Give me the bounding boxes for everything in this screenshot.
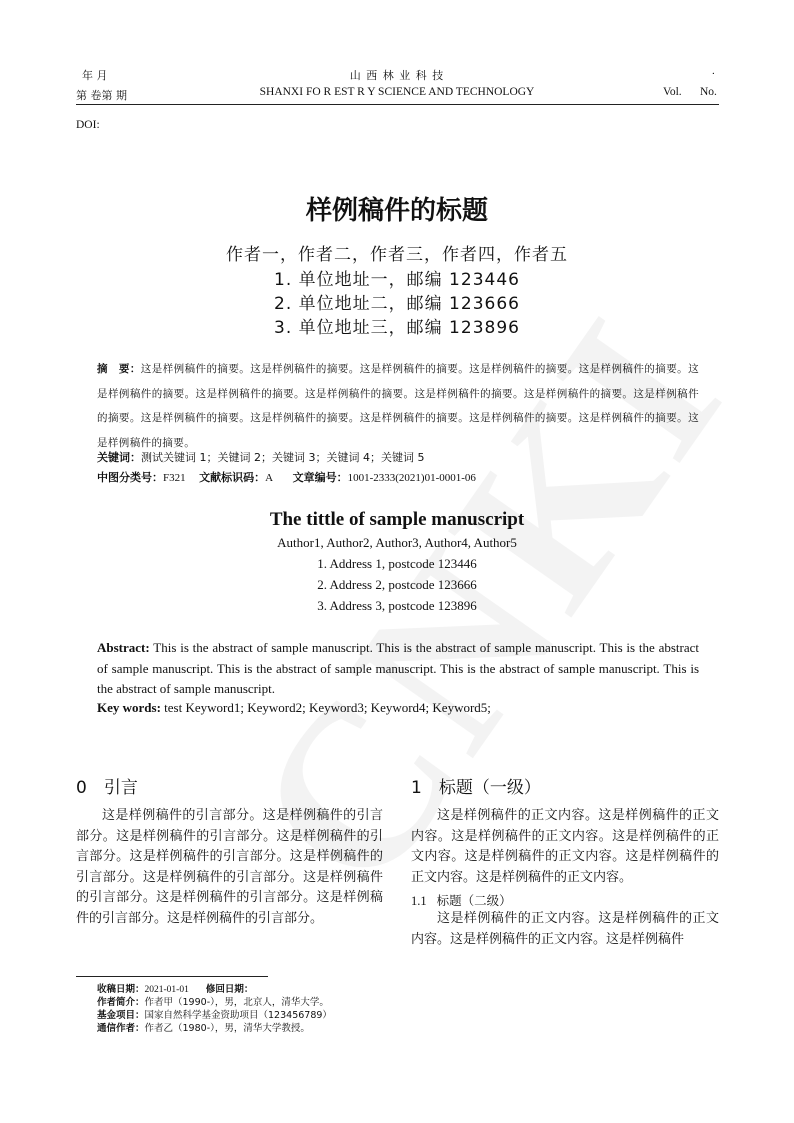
section-heading-1: 1 标题（一级） [411, 778, 541, 798]
title-en: The tittle of sample manuscript [269, 509, 525, 530]
class-label: 中图分类号： [97, 471, 163, 484]
fund-label: 基金项目： [97, 1010, 145, 1021]
section-1-body [411, 806, 719, 888]
subsection-number: 1.1 [411, 894, 427, 908]
section-1-paragraph: 这是样例稿件的正文内容。这是样例稿件的正文内容。这是样例稿件的正文内容。这是样例稿件的正文内容。这是样例稿件的正文内容。这是样例稿件的正文内容。这是样例稿件的正文内容。 [411, 808, 719, 885]
footnote-author [97, 996, 329, 1010]
footnote-corresponding [97, 1022, 310, 1036]
address-en-2: 2. Address 2, postcode 123666 [317, 577, 477, 592]
fund-value: 国家自然科学基金资助项目（123456789） [144, 1010, 332, 1021]
abstract-en [97, 638, 699, 700]
author-intro-value: 作者甲（1990-），男，北京人，清华大学。 [144, 997, 329, 1008]
header-vol: Vol. [663, 86, 682, 98]
corresp-label: 通信作者： [97, 1023, 145, 1034]
doc-code-value: A [265, 472, 274, 484]
introduction-body [76, 806, 383, 929]
authors-en: Author1, Author2, Author3, Author4, Author5 [277, 535, 517, 550]
title-cn: 样例稿件的标题 [305, 196, 488, 226]
revised-label: 修回日期： [205, 984, 254, 995]
subsection-heading-1-1 [411, 891, 512, 909]
abstract-en-text: This is the abstract of sample manuscript. This is the abstract of sample manuscript. This is the abstract of sample manuscript. This is the abstract of sample manuscript. This is the abstract of sample manuscript. This is the abstract of sample manuscript. [97, 640, 700, 696]
introduction-paragraph: 这是样例稿件的引言部分。这是样例稿件的引言部分。这是样例稿件的引言部分。这是样例稿件的引言部分。这是样例稿件的引言部分。这是样例稿件的引言部分。这是样例稿件的引言部分。这是样例稿件的引言部分。这是样例稿件的引言部分。这是样例稿件的引言部分。这是样例稿件的引言部分。 [76, 808, 383, 926]
received-label: 收稿日期： [97, 984, 145, 995]
keywords-cn-text: 测试关键词 1；关键词 2；关键词 3；关键词 4；关键词 5 [141, 451, 425, 464]
header-dot: . [712, 65, 715, 77]
keywords-en-text: test Keyword1; Keyword2; Keyword3; Keyword4; Keyword5; [164, 700, 491, 715]
keywords-cn-label: 关键词： [97, 451, 141, 464]
authors-cn: 作者一，作者二，作者三，作者四，作者五 [226, 245, 568, 265]
address-en-3: 3. Address 3, postcode 123896 [317, 598, 477, 613]
journal-name-en: SHANXI FO R EST R Y SCIENCE AND TECHNOLOGY [259, 86, 535, 98]
subsection-1-1-body [411, 909, 719, 950]
article-no-value: 1001-2333(2021)01-0001-06 [347, 472, 476, 484]
address-cn-1: 1. 单位地址一，邮编 123446 [274, 270, 520, 290]
doc-code-label: 文献标识码： [199, 471, 266, 484]
header-issue-date: 年 月 [82, 69, 108, 82]
subsection-1-1-paragraph: 这是样例稿件的正文内容。这是样例稿件的正文内容。这是样例稿件的正文内容。这是样例稿件 [411, 911, 719, 947]
class-value: F321 [163, 472, 186, 484]
section-heading-introduction: 0 引言 [76, 778, 138, 798]
footnote-rule [76, 976, 268, 977]
keywords-cn [97, 449, 699, 465]
address-en-1: 1. Address 1, postcode 123446 [317, 556, 477, 571]
article-no-label: 文章编号： [292, 471, 348, 484]
address-cn-3: 3. 单位地址三，邮编 123896 [274, 318, 520, 338]
abstract-cn-label: 摘 要： [97, 363, 141, 375]
header-volume-issue: 第 卷第 期 [76, 89, 127, 102]
corresp-value: 作者乙（1980-），男，清华大学教授。 [144, 1023, 310, 1034]
subsection-title: 标题（二级） [436, 893, 512, 908]
header-no: No. [700, 86, 717, 98]
author-intro-label: 作者简介： [97, 997, 145, 1008]
keywords-en-label: Key words: [97, 700, 161, 715]
journal-name-cn: 山 西 林 业 科 技 [349, 69, 445, 82]
address-cn-2: 2. 单位地址二，邮编 123666 [274, 294, 520, 314]
doi: DOI: [76, 119, 100, 131]
received-value: 2021-01-01 [144, 985, 189, 995]
abstract-cn [97, 357, 699, 455]
abstract-en-label: Abstract: [97, 640, 150, 655]
classification-line [97, 469, 699, 485]
header-rule [76, 104, 719, 105]
keywords-en [97, 700, 491, 716]
abstract-cn-text: 这是样例稿件的摘要。这是样例稿件的摘要。这是样例稿件的摘要。这是样例稿件的摘要。这是样例稿件的摘要。这是样例稿件的摘要。这是样例稿件的摘要。这是样例稿件的摘要。这是样例稿件的摘要。这是样例稿件的摘要。这是样例稿件的摘要。这是样例稿件的摘要。这是样例稿件的摘要。这是样例稿件的摘要。这是样例稿件的摘要。这是样例稿件的摘要。这是样例稿件的摘要。 [97, 363, 699, 449]
footnote-fund [97, 1009, 332, 1023]
